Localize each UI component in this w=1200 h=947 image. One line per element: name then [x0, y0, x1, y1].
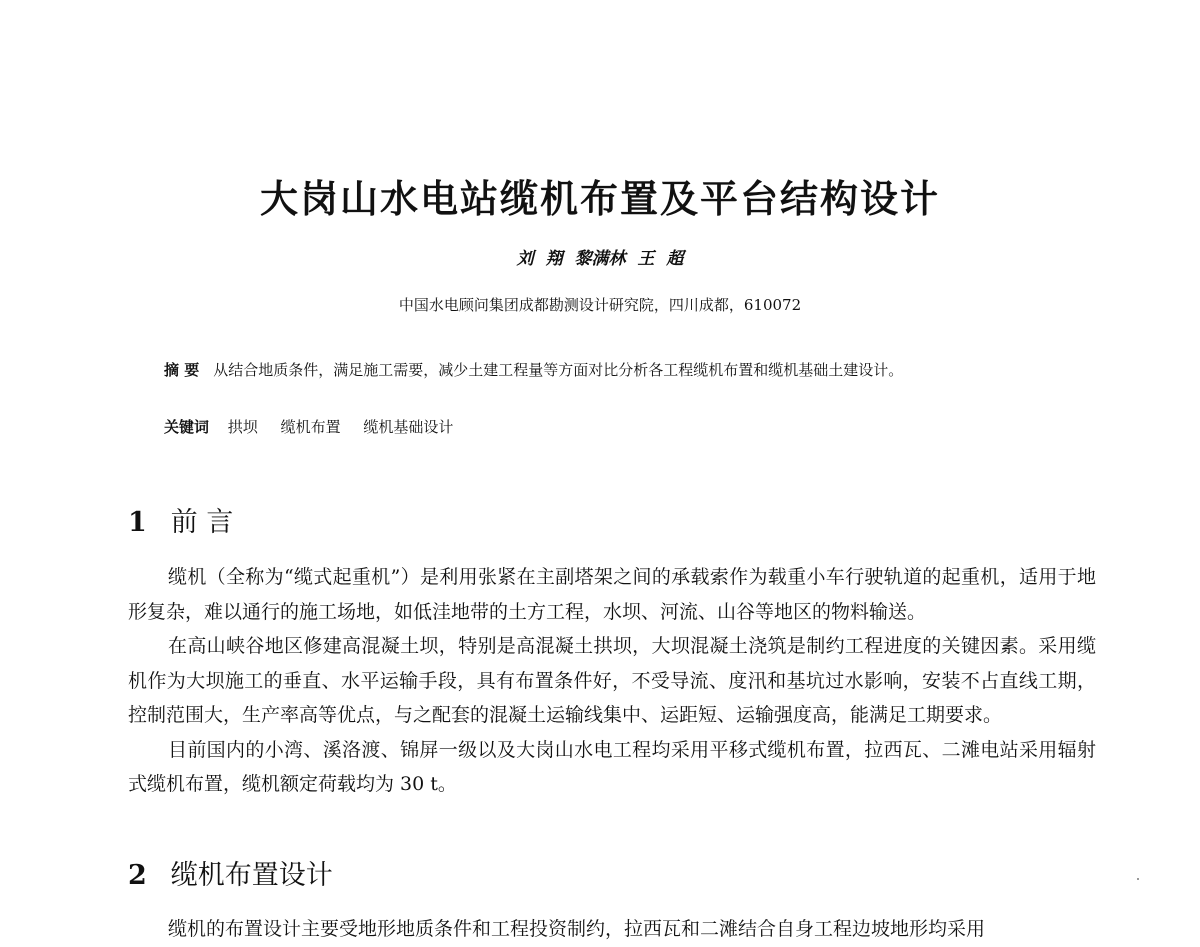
paragraph: 在高山峡谷地区修建高混凝土坝，特别是高混凝土拱坝，大坝混凝土浇筑是制约工程进度的关键因素。采用缆机作为大坝施工的垂直、水平运输手段，具有布置条件好，不受导流、度汛和基坑过水影响，安装不占直线工期，控制范围大，生产率高等优点，与之配套的混凝土运输线集中、运距短、运输强度高，能满足工期要求。 [128, 635, 1096, 726]
keyword: 拱坝 [227, 418, 258, 436]
abstract-text: 从结合地质条件，满足施工需要，减少土建工程量等方面对比分析各工程缆机布置和缆机基础土建设计。 [213, 361, 904, 379]
abstract-label: 摘 要 [164, 361, 200, 379]
section-number: 1 [128, 507, 147, 538]
section-title: 缆机布置设计 [170, 860, 333, 891]
section-title: 前 言 [170, 507, 234, 538]
section-body-intro [128, 560, 1096, 802]
paper-title: 大岗山水电站缆机布置及平台结构设计 [259, 177, 940, 221]
keyword: 缆机基础设计 [363, 418, 454, 436]
keyword: 缆机布置 [280, 418, 341, 436]
author-list: 刘 翔 黎满林 王 超 [516, 249, 684, 269]
section-heading-layout-design [128, 853, 333, 892]
paragraph: 缆机（全称为“缆式起重机”）是利用张紧在主副塔架之间的承载索作为载重小车行驶轨道的起重机，适用于地形复杂，难以通行的施工场地，如低洼地带的土方工程，水坝、河流、山谷等地区的物料输送。 [128, 566, 1096, 623]
paragraph: 目前国内的小湾、溪洛渡、锦屏一级以及大岗山水电工程均采用平移式缆机布置，拉西瓦、二滩电站采用辐射式缆机布置，缆机额定荷载均为 30 t。 [128, 738, 1096, 795]
keywords-label: 关键词 [164, 418, 210, 436]
section-body-layout-design [128, 912, 1096, 947]
abstract-block [164, 357, 1064, 384]
keywords-block [164, 416, 1064, 437]
affiliation: 中国水电顾问集团成都勘测设计研究院，四川成都，610072 [398, 296, 802, 314]
section-number: 2 [128, 860, 147, 891]
paragraph: 缆机的布置设计主要受地形地质条件和工程投资制约，拉西瓦和二滩结合自身工程边坡地形均采用 [168, 918, 986, 940]
section-heading-intro [128, 500, 233, 539]
scan-speck [1137, 878, 1139, 880]
